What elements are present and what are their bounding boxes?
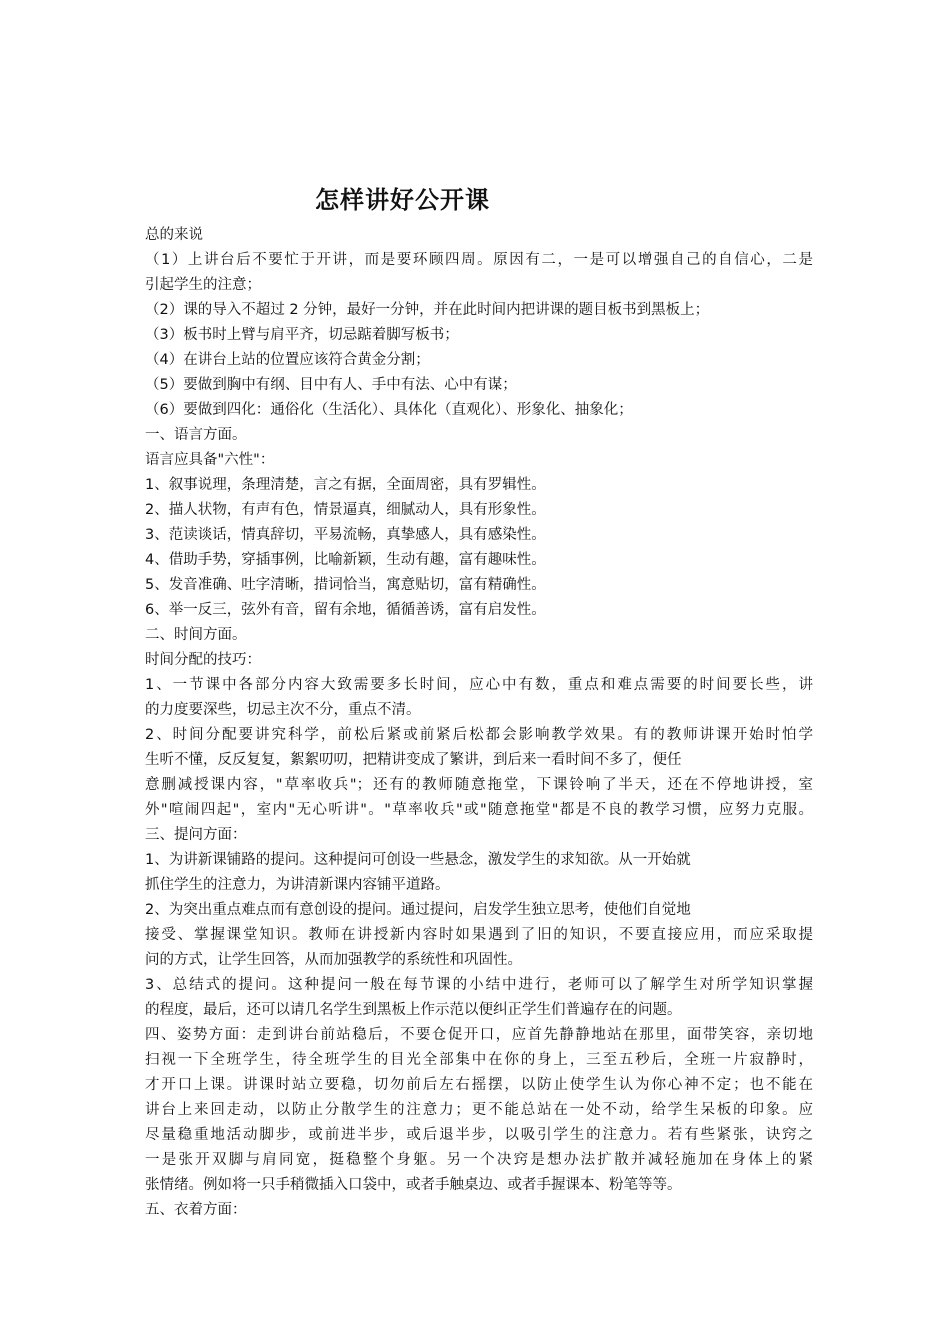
text-line: 引起学生的注意；	[145, 277, 261, 293]
text-line: （6）要做到四化：通俗化（生活化）、具体化（直观化）、形象化、抽象化；	[145, 402, 633, 418]
document-title: 怎样讲好公开课	[315, 186, 490, 214]
text-line: 的程度，最后，还可以请几名学生到黑板上作示范以便纠正学生们普遍存在的问题。	[145, 1002, 682, 1018]
text-line: 6、举一反三，弦外有音，留有余地，循循善诱，富有启发性。	[145, 602, 546, 618]
text-line: 尽量稳重地活动脚步，或前进半步，或后退半步，以吸引学生的注意力。若有些紧张，诀窍之	[145, 1127, 813, 1143]
text-line: 4、借助手势，穿插事例，比喻新颖，生动有趣，富有趣味性。	[145, 552, 546, 568]
text-line: 意删减授课内容，"草率收兵"；还有的教师随意拖堂，下课铃响了半天，还在不停地讲授，室	[145, 777, 813, 793]
text-line: 四、姿势方面：走到讲台前站稳后，不要仓促开口，应首先静静地站在那里，面带笑容，亲切地	[145, 1027, 813, 1043]
document-body	[145, 223, 813, 1223]
text-line: （4）在讲台上站的位置应该符合黄金分割；	[145, 352, 430, 368]
text-line: 5、发音准确、吐字清晰，措词恰当，寓意贴切，富有精确性。	[145, 577, 546, 593]
text-line: 扫视一下全班学生，待全班学生的目光全部集中在你的身上，三至五秒后，全班一片寂静时，	[145, 1052, 813, 1068]
text-line: （3）板书时上臂与肩平齐，切忌踮着脚写板书；	[145, 327, 459, 343]
text-line: 五、衣着方面：	[145, 1202, 247, 1218]
text-line: 一、语言方面。	[145, 427, 247, 443]
text-line: 1、叙事说理，条理清楚，言之有据，全面周密，具有罗辑性。	[145, 477, 546, 493]
text-line: 讲台上来回走动，以防止分散学生的注意力；更不能总站在一处不动，给学生呆板的印象。应	[145, 1102, 813, 1118]
text-line: 的力度要深些，切忌主次不分，重点不清。	[145, 702, 421, 718]
text-line: （1）上讲台后不要忙于开讲，而是要环顾四周。原因有二，一是可以增强自己的自信心，二是	[145, 252, 813, 268]
text-line: 一是张开双脚与肩同宽，挺稳整个身躯。另一个决窍是想办法扩散并减轻施加在身体上的紧	[145, 1152, 813, 1168]
text-line: （5）要做到胸中有纲、目中有人、手中有法、心中有谋；	[145, 377, 517, 393]
text-line: 1、为讲新课铺路的提问。这种提问可创设一些悬念，激发学生的求知欲。从一开始就	[145, 852, 691, 868]
text-line: 1、一节课中各部分内容大致需要多长时间，应心中有数，重点和难点需要的时间要长些，讲	[145, 677, 813, 693]
text-line: 张情绪。例如将一只手稍微插入口袋中，或者手触桌边、或者手握课本、粉笔等等。	[145, 1177, 682, 1193]
text-line: 外"喧闹四起"，室内"无心听讲"。"草率收兵"或"随意拖堂"都是不良的教学习惯，应努力克服。	[145, 802, 813, 818]
text-line: 抓住学生的注意力，为讲清新课内容铺平道路。	[145, 877, 450, 893]
text-line: 语言应具备"六性"：	[145, 452, 275, 468]
text-line: 2、时间分配要讲究科学，前松后紧或前紧后松都会影响教学效果。有的教师讲课开始时怕学	[145, 727, 813, 743]
text-line: 3、范读谈话，情真辞切，平易流畅，真挚感人，具有感染性。	[145, 527, 546, 543]
text-line: 问的方式，让学生回答，从而加强教学的系统性和巩固性。	[145, 952, 522, 968]
text-line: 三、提问方面：	[145, 827, 247, 843]
text-line: 3、总结式的提问。这种提问一般在每节课的小结中进行，老师可以了解学生对所学知识掌握	[145, 977, 813, 993]
text-line: 总的来说	[145, 227, 203, 243]
text-line: 时间分配的技巧：	[145, 652, 261, 668]
text-line: 二、时间方面。	[145, 627, 247, 643]
text-line: 2、为突出重点难点而有意创设的提问。通过提问，启发学生独立思考，使他们自觉地	[145, 902, 691, 918]
text-line: 才开口上课。讲课时站立要稳，切勿前后左右摇摆，以防止使学生认为你心神不定；也不能在	[145, 1077, 813, 1093]
text-line: 2、描人状物，有声有色，情景逼真，细腻动人，具有形象性。	[145, 502, 546, 518]
text-line: 接受、掌握课堂知识。教师在讲授新内容时如果遇到了旧的知识，不要直接应用，而应采取提	[145, 927, 813, 943]
text-line: （2）课的导入不超过 2 分钟，最好一分钟，并在此时间内把讲课的题目板书到黑板上；	[145, 302, 710, 318]
text-line: 生听不懂，反反复复，絮絮叨叨，把精讲变成了繁讲，到后来一看时间不多了，便任	[145, 752, 682, 768]
